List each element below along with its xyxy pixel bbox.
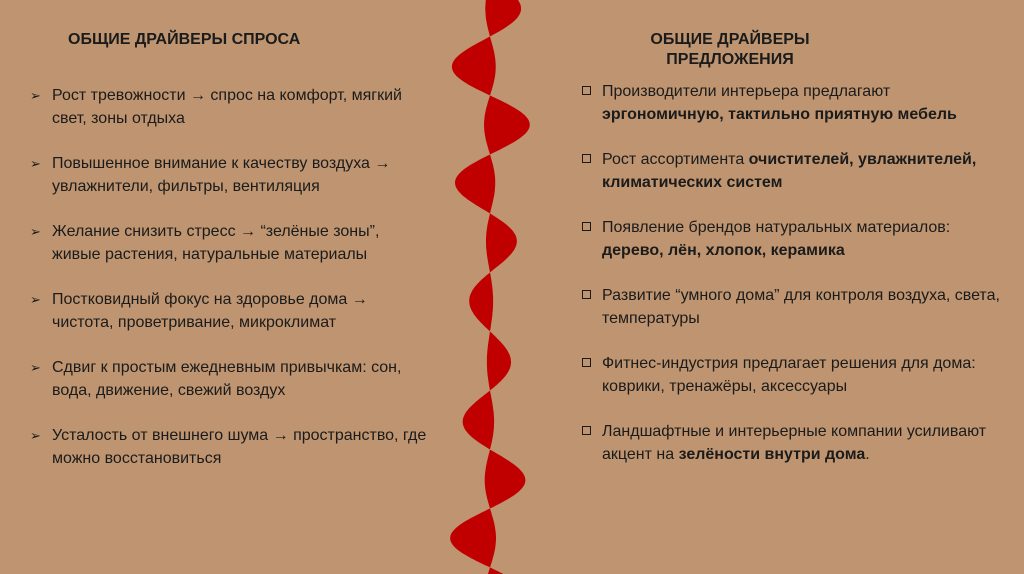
- arrow-bullet-icon: ➢: [30, 428, 41, 443]
- arrow-bullet-icon: ➢: [30, 292, 41, 307]
- supply-driver-text: Производители интерьера предлагают: [602, 83, 891, 100]
- demand-driver-text: Повышенное внимание к качеству воздуха → увлажнители, фильтры, вентиляция: [52, 155, 391, 195]
- demand-driver-text: Желание снизить стресс → “зелёные зоны”, живые растения, натуральные материалы: [52, 223, 380, 263]
- supply-driver-text: Развитие “умного дома” для контроля воздуха, света, температуры: [602, 287, 1000, 327]
- demand-driver-text: Рост тревожности → спрос на комфорт, мягкий свет, зоны отдыха: [52, 87, 402, 127]
- supply-driver-item: [580, 148, 1000, 194]
- checkbox-bullet-icon: [582, 358, 591, 367]
- demand-drivers-list: [30, 84, 430, 470]
- demand-driver-text: Усталость от внешнего шума → пространство, где можно восстановиться: [52, 427, 427, 467]
- supply-driver-item: [580, 284, 1000, 330]
- arrow-bullet-icon: ➢: [30, 156, 41, 171]
- supply-driver-text: Появление брендов натуральных материалов:: [602, 219, 951, 236]
- demand-driver-item: [30, 356, 430, 402]
- checkbox-bullet-icon: [582, 290, 591, 299]
- supply-drivers-title: [580, 30, 880, 70]
- supply-driver-emphasis: дерево, лён, хлопок, керамика: [602, 242, 845, 259]
- supply-driver-emphasis: зелёности внутри дома: [678, 446, 866, 463]
- supply-driver-emphasis: очистителей, увлажнителей, климатических систем: [602, 151, 977, 191]
- checkbox-bullet-icon: [582, 86, 591, 95]
- supply-driver-item: [580, 352, 1000, 398]
- supply-driver-item: [580, 80, 1000, 126]
- supply-driver-tail: .: [865, 446, 870, 463]
- demand-driver-item: [30, 288, 430, 334]
- supply-drivers-title-line1: ОБЩИЕ ДРАЙВЕРЫ: [650, 31, 810, 48]
- checkbox-bullet-icon: [582, 222, 591, 231]
- demand-driver-text: Сдвиг к простым ежедневным привычкам: сон, вода, движение, свежий воздух: [52, 359, 402, 399]
- supply-driver-emphasis: эргономичную, тактильно приятную мебель: [602, 106, 957, 123]
- demand-driver-item: [30, 424, 430, 470]
- checkbox-bullet-icon: [582, 154, 591, 163]
- supply-driver-item: [580, 420, 1000, 466]
- supply-driver-item: [580, 216, 1000, 262]
- supply-driver-text: Ландшафтные и интерьерные компании усиливают акцент на: [602, 423, 987, 463]
- demand-drivers-title: ОБЩИЕ ДРАЙВЕРЫ СПРОСА: [68, 31, 301, 48]
- supply-drivers-list: [580, 80, 1000, 466]
- demand-driver-item: [30, 84, 430, 130]
- demand-driver-text: Постковидный фокус на здоровье дома → чистота, проветривание, микроклимат: [52, 291, 368, 331]
- arrow-bullet-icon: ➢: [30, 360, 41, 375]
- arrow-bullet-icon: ➢: [30, 88, 41, 103]
- supply-drivers-title-line2: ПРЕДЛОЖЕНИЯ: [666, 51, 794, 68]
- demand-driver-item: [30, 152, 430, 198]
- supply-driver-text: Фитнес-индустрия предлагает решения для дома: коврики, тренажёры, аксессуары: [602, 355, 976, 395]
- supply-driver-text: Рост ассортимента: [602, 151, 749, 168]
- demand-drivers-column: [30, 30, 430, 492]
- supply-drivers-column: [580, 30, 1000, 488]
- arrow-bullet-icon: ➢: [30, 224, 41, 239]
- checkbox-bullet-icon: [582, 426, 591, 435]
- demand-driver-item: [30, 220, 430, 266]
